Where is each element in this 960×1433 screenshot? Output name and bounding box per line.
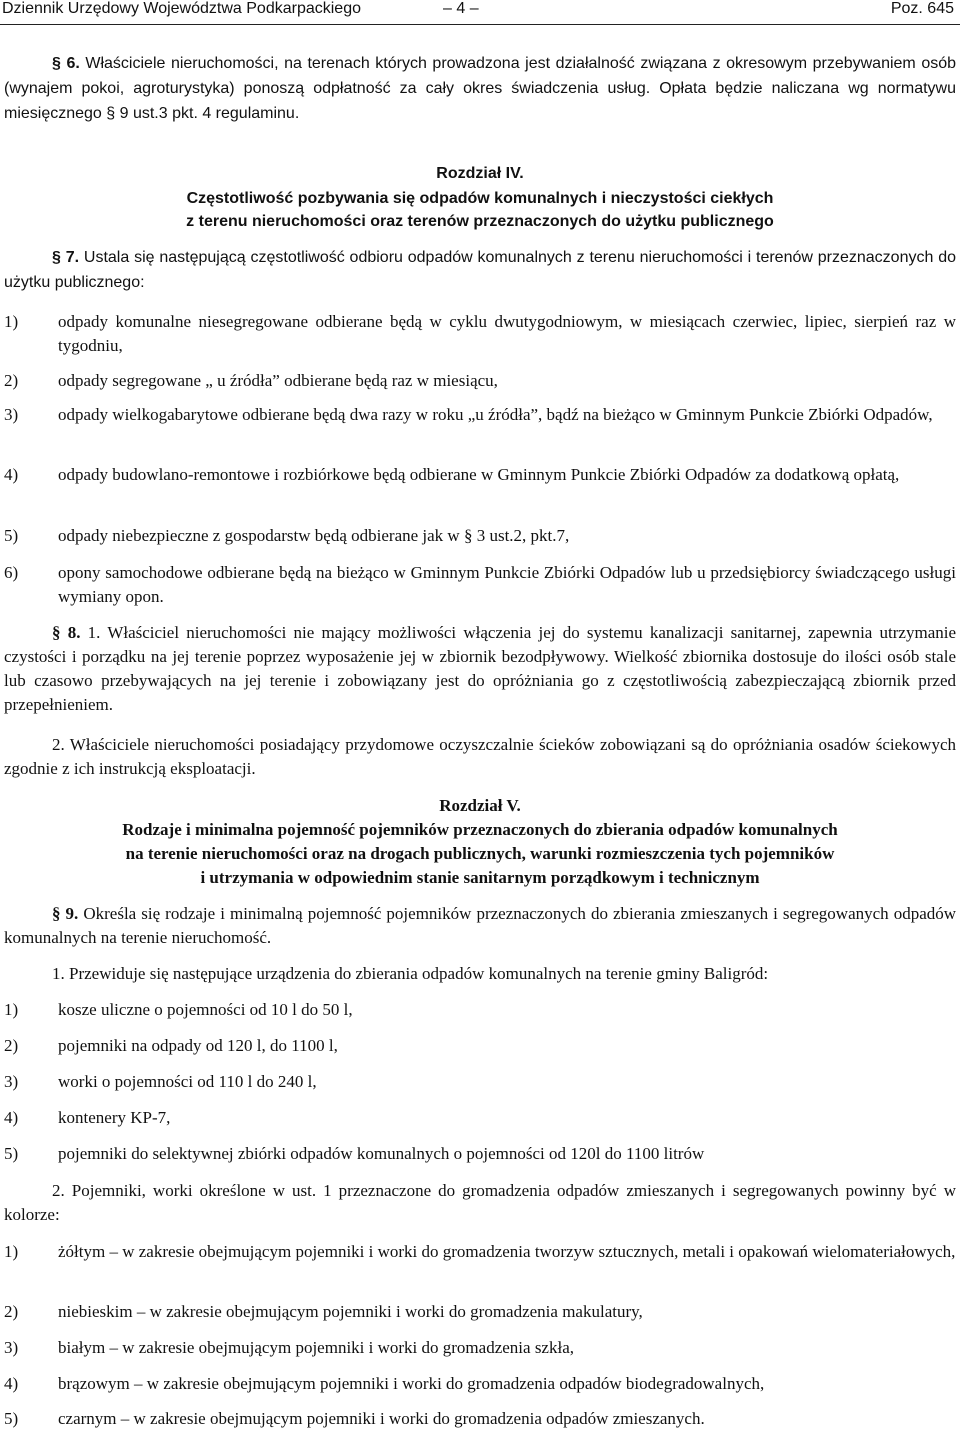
list-item <box>4 1240 956 1264</box>
chapter-4-title: Rozdział IV. <box>436 165 524 182</box>
journal-title: Dziennik Urzędowy Województwa Podkarpackiego <box>2 0 361 17</box>
list-item-number: 2) <box>4 371 19 390</box>
page-number: – 4 – <box>443 0 479 17</box>
list-item-number: 1) <box>4 1000 19 1019</box>
list-item-text: worki o pojemności od 110 l do 240 l, <box>58 1072 317 1091</box>
list-item-number: 5) <box>4 1409 19 1428</box>
list-item <box>4 310 956 358</box>
list-item-number: 2) <box>4 1036 19 1055</box>
list-item-text: odpady wielkogabarytowe odbierane będą dwa razy w roku „u źródła”, bądź na bieżąco w Gminnym Punkcie Zbiórki Odpadów, <box>58 405 933 424</box>
paragraph-9-sub1: 1. Przewiduje się następujące urządzenia do zbierania odpadów komunalnych na terenie gminy Baligród: <box>52 964 769 983</box>
paragraph-7-label: § 7. <box>52 249 80 266</box>
list-item-text: pojemniki do selektywnej zbiórki odpadów komunalnych o pojemności od 120l do 1100 litrów <box>58 1144 705 1163</box>
paragraph-6-label: § 6. <box>52 55 80 72</box>
list-item-text: niebieskim – w zakresie obejmującym pojemniki i worki do gromadzenia makulatury, <box>58 1302 643 1321</box>
list-item-number: 3) <box>4 405 19 424</box>
paragraph-8-sub2: 2. Właściciele nieruchomości posiadający przydomowe oczyszczalnie ścieków zobowiązani są do opróżniania osadów ściekowych zgodnie z ich instrukcją eksploatacji. <box>4 735 956 778</box>
list-item-number: 5) <box>4 1144 19 1163</box>
list-item <box>4 1106 956 1130</box>
list-item-number: 3) <box>4 1072 19 1091</box>
list-item <box>4 524 956 548</box>
position-number: Poz. 645 <box>890 0 954 17</box>
paragraph-8-sub1-text: Właściciel nieruchomości nie mający możliwości włączenia jej do systemu kanalizacji sanitarnej, zapewnia utrzymanie czystości i porządku na jej terenie poprzez wyposażenie jej w zbiornik bezodpływowy. Wielkość zbiornika dostosuje do ilości osób stale lub czasowo przebywających na jej terenie i zobowiązany jest do opróżniania go z częstotliwością zabezpieczającą zbiornik przed przepełnieniem. <box>4 623 957 714</box>
paragraph-6-text: Właściciele nieruchomości, na terenach których prowadzona jest działalność związana z okresowym przebywaniem osób (wynajem pokoi, agroturystyka) ponoszą odpłatność za cały okres świadczenia usług. Opłata będzie naliczana wg normatywu miesięcznego § 9 ust.3 pkt. 4 regulaminu. <box>4 55 957 122</box>
chapter-5-title: Rozdział V. <box>439 796 521 815</box>
list-item-text: czarnym – w zakresie obejmującym pojemniki i worki do gromadzenia odpadów zmieszanych. <box>58 1409 705 1428</box>
paragraph-9-text: Określa się rodzaje i minimalną pojemność pojemników przeznaczonych do zbierania zmieszanych i segregowanych odpadów komunalnych na terenie nieruchomość. <box>4 904 957 947</box>
list-item-text: żółtym – w zakresie obejmującym pojemniki i worki do gromadzenia tworzyw sztucznych, metali i opakowań wielomateriałowych, <box>58 1242 956 1261</box>
list-item-number: 5) <box>4 526 19 545</box>
list-item <box>4 403 956 427</box>
list-item-text: białym – w zakresie obejmującym pojemniki i worki do gromadzenia szkła, <box>58 1338 574 1357</box>
paragraph-9-label: § 9. <box>52 904 79 923</box>
chapter-4-subtitle-line2: z terenu nieruchomości oraz terenów przeznaczonych do użytku publicznego <box>186 213 774 230</box>
list-item-text: brązowym – w zakresie obejmującym pojemniki i worki do gromadzenia odpadów biodegradowalnych, <box>58 1374 765 1393</box>
list-item <box>4 1372 956 1396</box>
paragraph-7 <box>4 245 956 295</box>
list-item <box>4 1407 956 1431</box>
list-item-text: odpady komunalne niesegregowane odbierane będą w cyklu dwutygodniowym, w miesiącach czerwiec, lipiec, sierpień raz w tygodniu, <box>58 312 956 355</box>
paragraph-7-text: Ustala się następującą częstotliwość odbioru odpadów komunalnych z terenu nieruchomości i terenów przeznaczonych do użytku publicznego: <box>4 249 957 291</box>
list-item <box>4 1034 956 1058</box>
list-item-text: opony samochodowe odbierane będą na bieżąco w Gminnym Punkcie Zbiórki Odpadów lub u przedsiębiorcy świadczącego usługi wymiany opon. <box>58 563 956 606</box>
paragraph-9 <box>4 902 956 950</box>
list-item-text: odpady segregowane „ u źródła” odbierane będą raz w miesiącu, <box>58 371 498 390</box>
list-item <box>4 369 956 393</box>
paragraph-9-sub2: 2. Pojemniki, worki określone w ust. 1 przeznaczone do gromadzenia odpadów zmieszanych i segregowanych powinny być w kolorze: <box>4 1181 956 1224</box>
list-item-number: 6) <box>4 563 19 582</box>
chapter-4-subtitle-line1: Częstotliwość pozbywania się odpadów komunalnych i nieczystości ciekłych <box>186 190 774 207</box>
list-item <box>4 561 956 609</box>
paragraph-8 <box>4 621 956 717</box>
page-header <box>0 0 960 25</box>
list-item <box>4 463 956 487</box>
paragraph-8-sub1-label: 1. <box>87 623 101 642</box>
list-item-number: 3) <box>4 1338 19 1357</box>
list-item-text: odpady niebezpieczne z gospodarstw będą odbierane jak w § 3 ust.2, pkt.7, <box>58 526 570 545</box>
list-item <box>4 1142 956 1166</box>
list-item-number: 1) <box>4 312 19 331</box>
list-item-number: 2) <box>4 1302 19 1321</box>
list-item-number: 4) <box>4 465 19 484</box>
list-item-number: 4) <box>4 1374 19 1393</box>
list-item-number: 1) <box>4 1242 19 1261</box>
paragraph-6 <box>4 51 956 126</box>
list-item-text: pojemniki na odpady od 120 l, do 1100 l, <box>58 1036 338 1055</box>
chapter-5-subtitle-line3: i utrzymania w odpowiednim stanie sanitarnym porządkowym i technicznym <box>200 868 760 887</box>
list-item <box>4 1336 956 1360</box>
list-item-text: kosze uliczne o pojemności od 10 l do 50 l, <box>58 1000 353 1019</box>
paragraph-8-label: § 8. <box>52 623 81 642</box>
chapter-5-subtitle-line2: na terenie nieruchomości oraz na drogach publicznych, warunki rozmieszczenia tych pojemników <box>125 844 835 863</box>
chapter-5-subtitle-line1: Rodzaje i minimalna pojemność pojemników przeznaczonych do zbierania odpadów komunalnych <box>122 820 838 839</box>
list-item <box>4 1300 956 1324</box>
list-item-text: kontenery KP-7, <box>58 1108 171 1127</box>
list-item <box>4 998 956 1022</box>
list-item-number: 4) <box>4 1108 19 1127</box>
list-item <box>4 1070 956 1094</box>
list-item-text: odpady budowlano-remontowe i rozbiórkowe będą odbierane w Gminnym Punkcie Zbiórki Odpadów za dodatkową opłatą, <box>58 465 900 484</box>
